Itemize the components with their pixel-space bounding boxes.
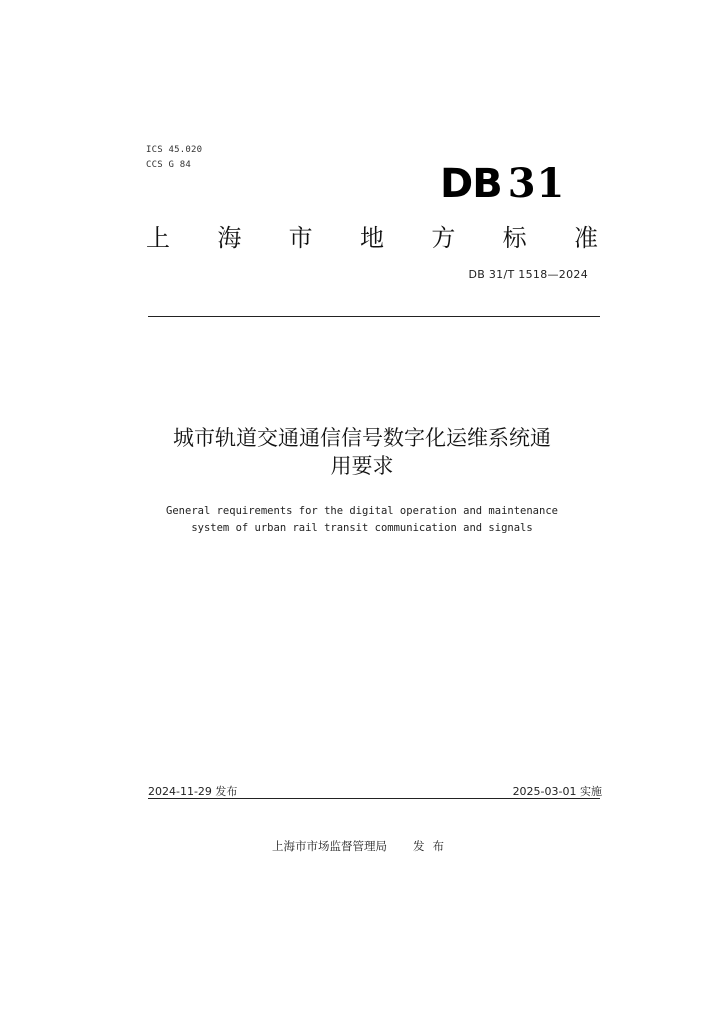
title-zh-line: 城市轨道交通通信信号数字化运维系统通	[173, 426, 551, 450]
standard-title-char: 海	[217, 224, 242, 252]
publisher-action: 发布	[413, 839, 452, 853]
standard-title-char: 标	[502, 224, 527, 252]
standard-title-char: 上	[146, 224, 170, 252]
top-divider	[148, 316, 600, 317]
standard-title-char: 市	[288, 224, 313, 252]
standard-title-char: 准	[573, 224, 598, 252]
logo-number: 31	[507, 160, 566, 207]
standard-code: DB 31/T 1518—2024	[468, 268, 588, 281]
standard-type-title	[146, 226, 598, 250]
title-en-line: General requirements for the digital operation and maintenance	[166, 505, 558, 517]
logo-letters: DB	[440, 161, 502, 207]
publisher-name: 上海市市场监督管理局	[272, 839, 387, 853]
standard-title-char: 地	[359, 224, 384, 252]
publisher-line	[272, 838, 452, 854]
title-zh-line: 用要求	[330, 454, 394, 478]
standard-title-char: 方	[431, 224, 456, 252]
db31-logo	[440, 160, 566, 207]
document-title-zh	[140, 424, 584, 480]
document-title-en	[140, 503, 584, 537]
issue-date: 2024-11-29 发布	[148, 785, 238, 798]
implementation-date: 2025-03-01 实施	[512, 785, 602, 798]
ics-code: ICS 45.020	[146, 145, 203, 155]
ccs-code: CCS G 84	[146, 160, 191, 170]
title-en-line: system of urban rail transit communication and signals	[191, 522, 533, 534]
bottom-divider	[148, 798, 600, 799]
